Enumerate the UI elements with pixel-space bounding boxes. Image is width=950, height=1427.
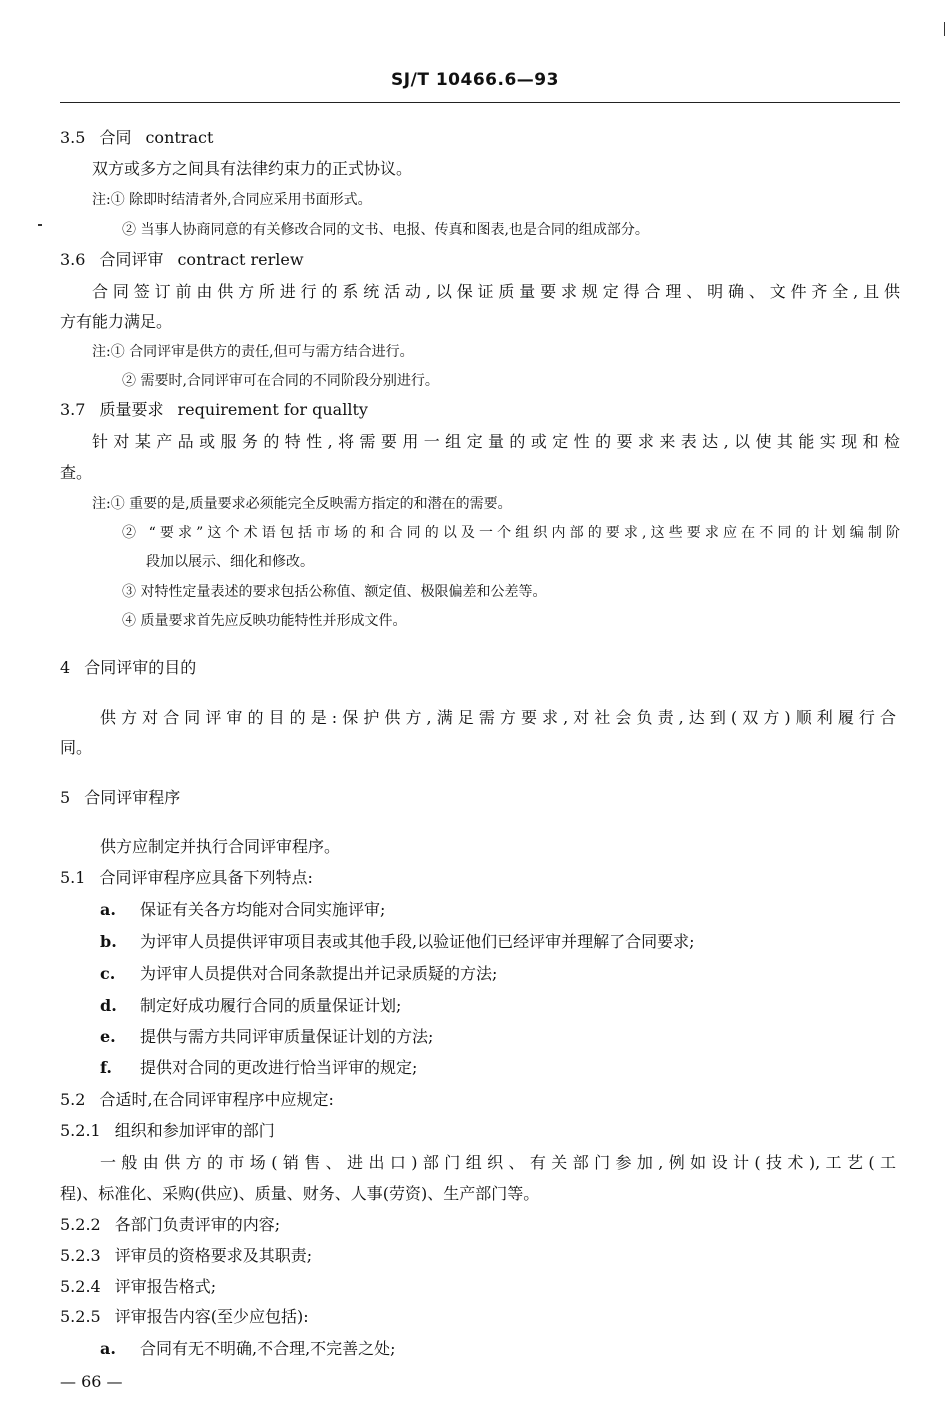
document-code-header: SJ/T 10466.6—93 bbox=[391, 70, 559, 90]
list-letter: b. bbox=[100, 932, 117, 951]
section-title: 评审报告内容(至少应包括): bbox=[114, 1307, 309, 1326]
list-item-c bbox=[100, 962, 497, 986]
list-item-a bbox=[100, 898, 385, 922]
scan-mark bbox=[944, 22, 945, 36]
scan-mark bbox=[38, 224, 42, 226]
section-number: 4 bbox=[60, 658, 71, 677]
section-title: 评审员的资格要求及其职责; bbox=[114, 1246, 313, 1265]
term-english: requirement for quallty bbox=[177, 400, 368, 419]
term-english: contract bbox=[145, 128, 214, 147]
section-number: 3.6 bbox=[60, 250, 86, 269]
section-5-1-heading bbox=[60, 866, 313, 890]
section-3-7-heading bbox=[60, 398, 368, 422]
section-number: 5.2.1 bbox=[60, 1121, 101, 1140]
note-2-line-2: 段加以展示、细化和修改。 bbox=[146, 554, 314, 570]
list-letter: a. bbox=[100, 1339, 116, 1358]
section-5-2-4 bbox=[60, 1275, 216, 1299]
section-number: 5.2 bbox=[60, 1090, 86, 1109]
list-item-b bbox=[100, 930, 694, 954]
list-letter: d. bbox=[100, 996, 117, 1015]
term-english: contract rerlew bbox=[177, 250, 304, 269]
note-4: ④ 质量要求首先应反映功能特性并形成文件。 bbox=[122, 613, 407, 629]
section-title: 合同评审程序 bbox=[84, 788, 181, 807]
section-5-2-1-body-line-2: 程)、标准化、采购(供应)、质量、财务、人事(劳资)、生产部门等。 bbox=[60, 1184, 540, 1203]
list-text: 合同有无不明确,不合理,不完善之处; bbox=[140, 1339, 396, 1358]
section-5-2-1-heading bbox=[60, 1119, 275, 1143]
section-5-2-1-body-line-1: 一般由供方的市场(销售、进出口)部门组织、有关部门参加,例如设计(技术),工艺(工 bbox=[100, 1153, 896, 1172]
section-number: 5.2.5 bbox=[60, 1307, 101, 1326]
note-1: 注:① 合同评审是供方的责任,但可与需方结合进行。 bbox=[92, 344, 414, 360]
section-5-body: 供方应制定并执行合同评审程序。 bbox=[100, 837, 341, 856]
section-title: 评审报告格式; bbox=[114, 1277, 217, 1296]
list-item-f bbox=[100, 1056, 417, 1080]
section-4-body-line-1: 供方对合同评审的目的是:保护供方,满足需方要求,对社会负责,达到(双方)顺利履行合 bbox=[100, 708, 896, 727]
definition-text: 双方或多方之间具有法律约束力的正式协议。 bbox=[92, 159, 413, 178]
list-item-e bbox=[100, 1025, 433, 1049]
list-letter: c. bbox=[100, 964, 116, 983]
section-3-5-heading bbox=[60, 126, 213, 150]
section-title: 合同评审程序应具备下列特点: bbox=[99, 868, 313, 887]
section-number: 3.5 bbox=[60, 128, 86, 147]
section-4-heading bbox=[60, 656, 196, 680]
list-item-d bbox=[100, 994, 401, 1018]
list-letter: e. bbox=[100, 1027, 116, 1046]
header-rule bbox=[60, 102, 900, 103]
definition-line-2: 方有能力满足。 bbox=[60, 312, 173, 331]
note-1: 注:① 重要的是,质量要求必须能完全反映需方指定的和潜在的需要。 bbox=[92, 496, 512, 512]
note-2: ② 需要时,合同评审可在合同的不同阶段分别进行。 bbox=[122, 373, 439, 389]
term-title: 质量要求 bbox=[99, 400, 164, 419]
section-title: 合适时,在合同评审程序中应规定: bbox=[99, 1090, 334, 1109]
definition-line-2: 查。 bbox=[60, 463, 93, 482]
section-5-heading bbox=[60, 786, 180, 810]
section-5-2-heading bbox=[60, 1088, 334, 1112]
definition-line-1: 针对某产品或服务的特性,将需要用一组定量的或定性的要求来表达,以使其能实现和检 bbox=[92, 432, 900, 451]
section-title: 组织和参加评审的部门 bbox=[114, 1121, 275, 1140]
section-title: 各部门负责评审的内容; bbox=[114, 1215, 281, 1234]
term-title: 合同评审 bbox=[99, 250, 164, 269]
note-3: ③ 对特性定量表述的要求包括公称值、额定值、极限偏差和公差等。 bbox=[122, 584, 547, 600]
section-number: 5.2.2 bbox=[60, 1215, 101, 1234]
section-5-2-2 bbox=[60, 1213, 280, 1237]
list-text: 为评审人员提供评审项目表或其他手段,以验证他们已经评审并理解了合同要求; bbox=[140, 932, 695, 951]
list-text: 提供与需方共同评审质量保证计划的方法; bbox=[140, 1027, 434, 1046]
list-text: 保证有关各方均能对合同实施评审; bbox=[140, 900, 386, 919]
section-number: 3.7 bbox=[60, 400, 86, 419]
section-5-2-5 bbox=[60, 1305, 309, 1329]
list-letter: f. bbox=[100, 1058, 112, 1077]
section-title: 合同评审的目的 bbox=[84, 658, 197, 677]
section-5-2-3 bbox=[60, 1244, 312, 1268]
section-number: 5.2.3 bbox=[60, 1246, 101, 1265]
list-text: 提供对合同的更改进行恰当评审的规定; bbox=[140, 1058, 418, 1077]
section-4-body-line-2: 同。 bbox=[60, 738, 93, 757]
note-2-line-1: ② “要求”这个术语包括市场的和合同的以及一个组织内部的要求,这些要求应在不同的计划编制阶 bbox=[122, 525, 900, 541]
list-text: 为评审人员提供对合同条款提出并记录质疑的方法; bbox=[140, 964, 498, 983]
term-title: 合同 bbox=[99, 128, 132, 147]
list-item-a bbox=[100, 1337, 396, 1361]
section-number: 5.2.4 bbox=[60, 1277, 101, 1296]
note-2: ② 当事人协商同意的有关修改合同的文书、电报、传真和图表,也是合同的组成部分。 bbox=[122, 222, 649, 238]
section-number: 5.1 bbox=[60, 868, 86, 887]
section-number: 5 bbox=[60, 788, 71, 807]
list-letter: a. bbox=[100, 900, 116, 919]
page-number: — 66 — bbox=[60, 1372, 123, 1391]
note-1: 注:① 除即时结清者外,合同应采用书面形式。 bbox=[92, 192, 372, 208]
list-text: 制定好成功履行合同的质量保证计划; bbox=[140, 996, 402, 1015]
definition-line-1: 合同签订前由供方所进行的系统活动,以保证质量要求规定得合理、明确、文件齐全,且供 bbox=[92, 282, 900, 301]
section-3-6-heading bbox=[60, 248, 304, 272]
